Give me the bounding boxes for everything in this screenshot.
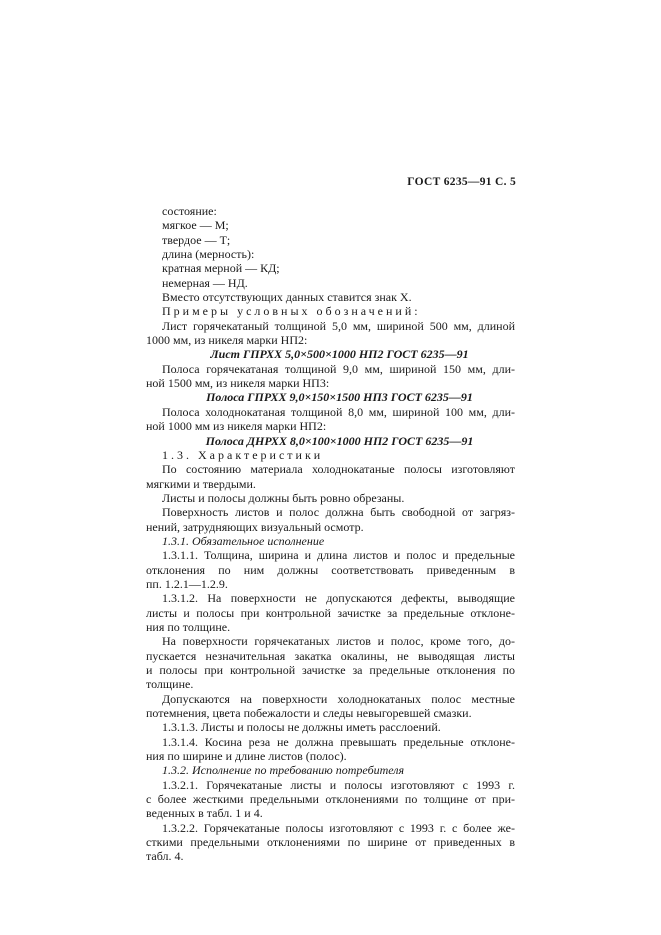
- text-line: листы и полосы при контрольной зачистке за предельные отклоне-: [146, 605, 515, 620]
- text-line: На поверхности горячекатаных листов и полос, кроме того, до-: [162, 634, 515, 649]
- text-line: Лист горячекатаный толщиной 5,0 мм, шириной 500 мм, длиной: [162, 318, 515, 333]
- text-line: пп. 1.2.1—1.2.9.: [146, 576, 228, 591]
- text-line: 1.3.1. Обязательное исполнение: [162, 533, 325, 548]
- text-line: 1.3.1.2. На поверхности не допускаются дефекты, выводящие: [162, 591, 515, 606]
- text-line: 1.3.1.4. Косина реза не должна превышать предельные отклоне-: [162, 734, 515, 749]
- page-header: ГОСТ 6235—91 С. 5: [407, 176, 516, 188]
- text-line: ния по ширине и длине листов (полос).: [146, 749, 347, 764]
- text-line: 1.3.2.2. Горячекатаные полосы изготовляют с 1993 г. с более же-: [162, 820, 515, 835]
- text-line: с более жесткими предельными отклонениями по толщине от при-: [146, 792, 515, 807]
- text-line: Полоса ГПРХХ 9,0×150×1500 НП3 ГОСТ 6235—91: [206, 390, 473, 405]
- document-body: [146, 204, 515, 864]
- text-line: нений, затрудняющих визуальный осмотр.: [146, 519, 364, 534]
- text-line: 1.3.1.3. Листы и полосы не должны иметь расслоений.: [162, 720, 441, 735]
- text-line: мягкими и твердыми.: [146, 476, 256, 491]
- text-line: Листы и полосы должны быть ровно обрезаны.: [162, 490, 405, 505]
- text-line: толщине.: [146, 677, 194, 692]
- text-line: 1.3.2. Исполнение по требованию потребителя: [162, 763, 405, 778]
- text-line: потемнения, цвета побежалости и следы невыгоревшей смазки.: [146, 706, 472, 721]
- text-line: По состоянию материала холоднокатаные полосы изготовляют: [162, 462, 515, 477]
- text-line: 1.3. Характеристики: [162, 447, 324, 462]
- text-line: табл. 4.: [146, 849, 184, 864]
- text-line: пускается незначительная закатка окалины, не выводящая листы: [146, 648, 515, 663]
- text-line: мягкое — М;: [162, 218, 229, 233]
- text-line: отклонения по ним должны соответствовать приведенным в: [146, 562, 515, 577]
- text-line: длина (мерность):: [162, 247, 255, 262]
- text-line: сткими предельными отклонениями по ширине от приведенных в: [146, 835, 515, 850]
- text-line: 1000 мм, из никеля марки НП2:: [146, 333, 308, 348]
- text-line: 1.3.2.1. Горячекатаные листы и полосы изготовляют с 1993 г.: [162, 777, 515, 792]
- text-line: Полоса холоднокатаная толщиной 8,0 мм, шириной 100 мм, дли-: [162, 404, 515, 419]
- text-line: Допускаются на поверхности холоднокатаных полос местные: [162, 691, 515, 706]
- text-line: ния по толщине.: [146, 619, 231, 634]
- text-line: немерная — НД.: [162, 275, 248, 290]
- text-line: состояние:: [162, 204, 217, 218]
- text-line: Лист ГПРХХ 5,0×500×1000 НП2 ГОСТ 6235—91: [210, 347, 469, 362]
- text-line: Полоса ДНРХХ 8,0×100×1000 НП2 ГОСТ 6235—91: [205, 433, 474, 448]
- text-line: Примеры условных обозначений:: [162, 304, 421, 319]
- text-line: ной 1000 мм из никеля марки НП2:: [146, 419, 327, 434]
- text-line: Полоса горячекатаная толщиной 9,0 мм, шириной 150 мм, дли-: [162, 361, 515, 376]
- text-line: кратная мерной — КД;: [162, 261, 280, 276]
- text-line: и полосы при контрольной зачистке за предельные отклонения по: [146, 663, 515, 677]
- text-line: твердое — Т;: [162, 232, 231, 247]
- text-line: веденных в табл. 1 и 4.: [146, 806, 263, 821]
- text-line: ной 1500 мм, из никеля марки НП3:: [146, 376, 330, 391]
- text-line: Поверхность листов и полос должна быть свободной от загряз-: [162, 505, 515, 520]
- text-line: 1.3.1.1. Толщина, ширина и длина листов и полос и предельные: [162, 548, 515, 563]
- text-line: Вместо отсутствующих данных ставится знак X.: [162, 290, 412, 305]
